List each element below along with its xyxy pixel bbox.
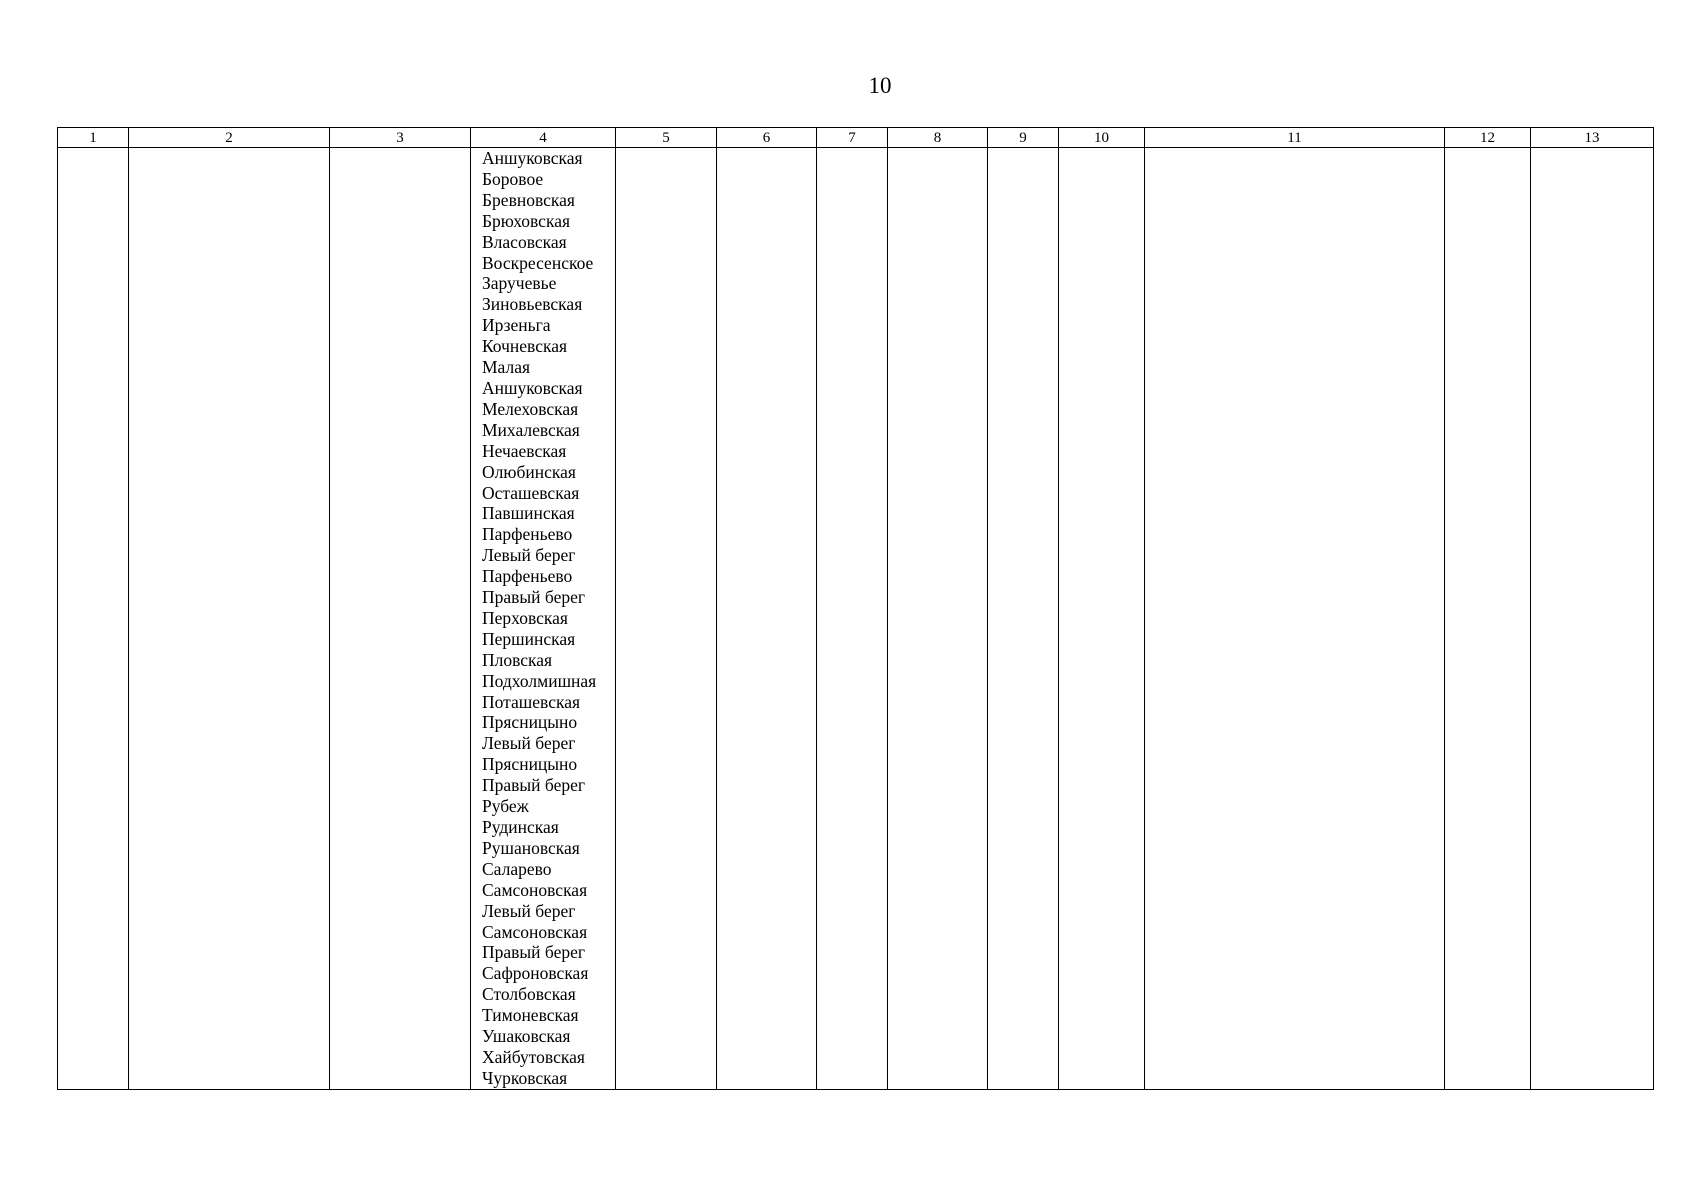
list-item: Ушаковская (482, 1026, 571, 1047)
header-row (58, 128, 1654, 148)
column-header-11: 11 (1145, 128, 1445, 148)
column-header-9: 9 (988, 128, 1059, 148)
list-item: Правый берег (482, 587, 586, 608)
list-item: Правый берег (482, 942, 586, 963)
list-item: Бревновская (482, 189, 575, 210)
column-header-5: 5 (616, 128, 717, 148)
table-cell-col-1 (58, 148, 129, 1090)
list-item: Самсоновская (482, 879, 588, 900)
list-item: Боровое (482, 168, 544, 189)
list-item: Столбовская (482, 984, 576, 1005)
list-item: Самсоновская (482, 921, 588, 942)
table-cell-col-3 (330, 148, 471, 1090)
list-item: Парфеньево (482, 566, 573, 587)
column-header-12: 12 (1445, 128, 1531, 148)
column-header-3: 3 (330, 128, 471, 148)
list-item: Левый берег (482, 545, 576, 566)
list-item: Пловская (482, 649, 553, 670)
table-cell-col-5 (616, 148, 717, 1090)
list-item: Прясницыно (482, 712, 578, 733)
table-cell-col-7 (817, 148, 888, 1090)
table-cell-col-12 (1445, 148, 1531, 1090)
list-item: Аншуковская (482, 148, 583, 168)
list-item: Брюховская (482, 210, 571, 231)
column-header-1: 1 (58, 128, 129, 148)
table-cell-col-4 (471, 148, 616, 1090)
table-row (58, 148, 1654, 1090)
list-item: Подхолмишная (482, 670, 597, 691)
list-item: Першинская (482, 628, 576, 649)
list-item: Перховская (482, 607, 568, 628)
page-number: 10 (868, 73, 892, 98)
list-item: Чурковская (482, 1067, 568, 1088)
list-item: Левый берег (482, 900, 576, 921)
column-header-10: 10 (1059, 128, 1145, 148)
list-item: Тимоневская (482, 1005, 579, 1026)
list-item: Сафроновская (482, 963, 589, 984)
table-cell-col-9 (988, 148, 1059, 1090)
list-item: Саларево (482, 858, 552, 879)
column-header-4: 4 (471, 128, 616, 148)
table-cell-col-8 (888, 148, 988, 1090)
list-item: Прясницыно (482, 754, 578, 775)
list-item: Заручевье (482, 273, 557, 294)
table-cell-col-13 (1531, 148, 1654, 1090)
list-item: Кочневская (482, 336, 568, 357)
list-item: Рубеж (482, 796, 529, 817)
list-item: Левый берег (482, 733, 576, 754)
list-item: Олюбинская (482, 461, 576, 482)
table-cell-col-2 (129, 148, 330, 1090)
list-item: Ирзеньга (482, 315, 551, 336)
list-item: Хайбутовская (482, 1046, 585, 1067)
list-item: Михалевская (482, 419, 580, 440)
list-item: Правый берег (482, 775, 586, 796)
village-list (471, 148, 615, 1089)
list-item: Аншуковская (482, 377, 583, 398)
list-item: Поташевская (482, 691, 581, 712)
table-cell-col-11 (1145, 148, 1445, 1090)
table-cell-col-10 (1059, 148, 1145, 1090)
list-item: Рушановская (482, 837, 580, 858)
list-item: Нечаевская (482, 440, 567, 461)
list-item: Малая (482, 357, 531, 378)
column-header-8: 8 (888, 128, 988, 148)
column-header-2: 2 (129, 128, 330, 148)
list-item: Осташевская (482, 482, 580, 503)
list-item: Зиновьевская (482, 294, 583, 315)
data-table (57, 127, 1654, 1090)
list-item: Мелеховская (482, 398, 579, 419)
table-cell-col-6 (717, 148, 817, 1090)
list-item: Власовская (482, 231, 567, 252)
column-header-6: 6 (717, 128, 817, 148)
column-header-13: 13 (1531, 128, 1654, 148)
list-item: Воскресенское (482, 252, 594, 273)
list-item: Парфеньево (482, 524, 573, 545)
column-header-7: 7 (817, 128, 888, 148)
list-item: Павшинская (482, 503, 575, 524)
list-item: Рудинская (482, 817, 559, 837)
